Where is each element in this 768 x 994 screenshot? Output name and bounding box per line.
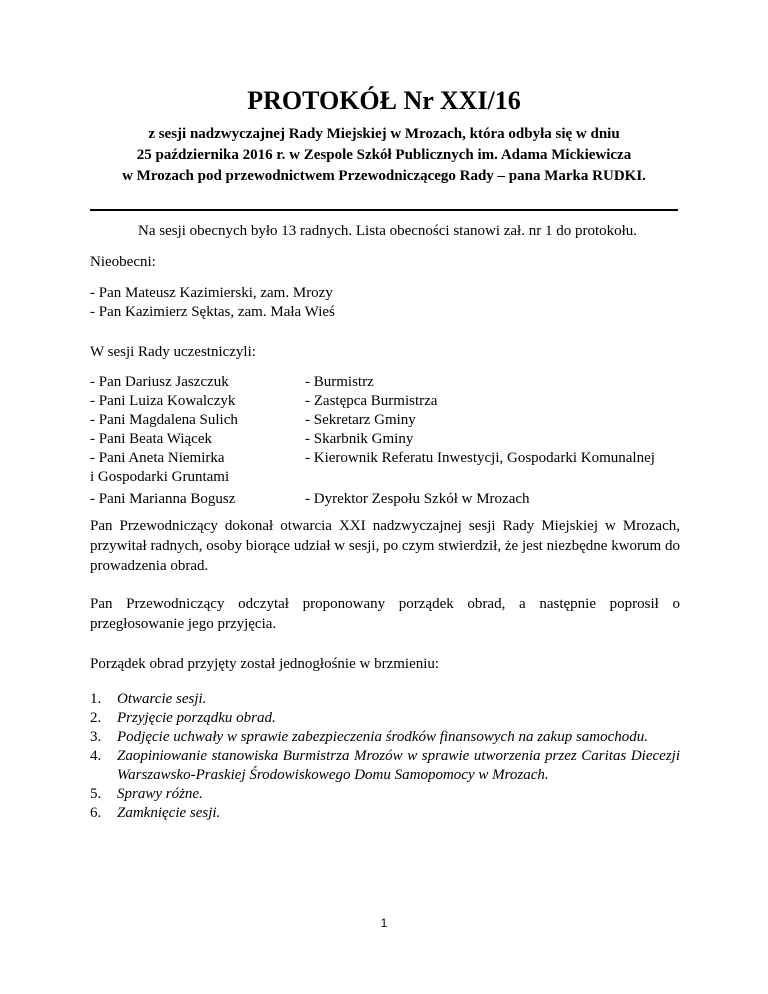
participant-role: - Dyrektor Zespołu Szkół w Mrozach <box>305 491 530 507</box>
participants-names <box>90 373 300 509</box>
agenda-item-number: 5. <box>90 786 102 802</box>
agenda-item-text: Zamknięcie sesji. <box>117 805 221 821</box>
agenda-item-text: Otwarcie sesji. <box>117 691 207 707</box>
agenda-item <box>90 804 680 823</box>
participant-role: - Burmistrz <box>305 374 374 390</box>
participant-name: - Pani Luiza Kowalczyk <box>90 393 236 409</box>
agenda-item-text: Podjęcie uchwały w sprawie zabezpieczenia środków finansowych na zakup samochodu. <box>117 729 649 745</box>
participant-role: - Sekretarz Gminy <box>305 412 416 428</box>
protocol-subtitle <box>90 124 678 187</box>
participants-roles <box>305 373 685 509</box>
agenda-item-text: Zaopiniowanie stanowiska Burmistrza Mrozów w sprawie utworzenia przez Caritas Diecezji Warszawsko-Praskiej Środowiskowego Domu Samopomocy w Mrozach. <box>117 748 680 783</box>
participant-name: - Pan Dariusz Jaszczuk <box>90 374 229 390</box>
agenda-item-number: 2. <box>90 710 102 726</box>
participant-name: - Pani Beata Wiącek <box>90 431 212 447</box>
participant-name: - Pani Aneta Niemirka <box>90 450 225 466</box>
participant-role: - Zastępca Burmistrza <box>305 393 438 409</box>
agenda-item <box>90 785 680 804</box>
agenda-item-number: 6. <box>90 805 102 821</box>
participants-heading: W sesji Rady uczestniczyli: <box>90 344 256 360</box>
header-divider <box>90 209 678 211</box>
participant-role <box>305 468 685 487</box>
opening-paragraph: Pan Przewodniczący dokonał otwarcia XXI nadzwyczajnej sesji Rady Miejskiej w Mrozach, przywitał radnych, osoby biorące udział w sesji, po czym stwierdził, że jest niezbędne kworum do prowadzenia obrad. <box>90 518 680 574</box>
absent-item: - Pan Kazimierz Sęktas, zam. Mała Wieś <box>90 304 335 320</box>
agenda-item <box>90 728 680 747</box>
subtitle-line: w Mrozach pod przewodnictwem Przewodniczącego Rady – pana Marka RUDKI. <box>122 168 646 184</box>
absent-item: - Pan Mateusz Kazimierski, zam. Mrozy <box>90 285 333 301</box>
agenda-item-number: 3. <box>90 729 102 745</box>
absent-heading: Nieobecni: <box>90 254 156 270</box>
subtitle-line: 25 października 2016 r. w Zespole Szkół Publicznych im. Adama Mickiewicza <box>136 147 632 163</box>
participant-name: - Pani Magdalena Sulich <box>90 412 238 428</box>
attendance-text: Na sesji obecnych było 13 radnych. Lista obecności stanowi zał. nr 1 do protokołu. <box>138 223 638 239</box>
absent-list <box>90 284 680 322</box>
agenda-read-paragraph: Pan Przewodniczący odczytał proponowany porządek obrad, a następnie poprosił o przegłosowanie jego przyjęcia. <box>90 596 680 632</box>
page-number: 1 <box>380 916 388 930</box>
agenda-item-text: Przyjęcie porządku obrad. <box>117 710 276 726</box>
participant-name: i Gospodarki Gruntami <box>90 469 230 485</box>
participant-role: - Kierownik Referatu Inwestycji, Gospodarki Komunalnej <box>305 450 655 466</box>
agenda-item-text: Sprawy różne. <box>117 786 203 802</box>
participant-role: - Skarbnik Gminy <box>305 431 414 447</box>
agenda-item <box>90 709 680 728</box>
agenda-item <box>90 747 680 785</box>
participant-name: - Pani Marianna Bogusz <box>90 491 236 507</box>
agenda-item <box>90 690 680 709</box>
agenda-item-number: 4. <box>90 748 102 764</box>
protocol-title: PROTOKÓŁ Nr XXI/16 <box>247 86 521 115</box>
agenda-item-number: 1. <box>90 691 102 707</box>
agenda-heading: Porządek obrad przyjęty został jednogłośnie w brzmieniu: <box>90 656 440 672</box>
subtitle-line: z sesji nadzwyczajnej Rady Miejskiej w Mrozach, która odbyła się w dniu <box>148 126 620 142</box>
agenda-list <box>90 690 680 823</box>
